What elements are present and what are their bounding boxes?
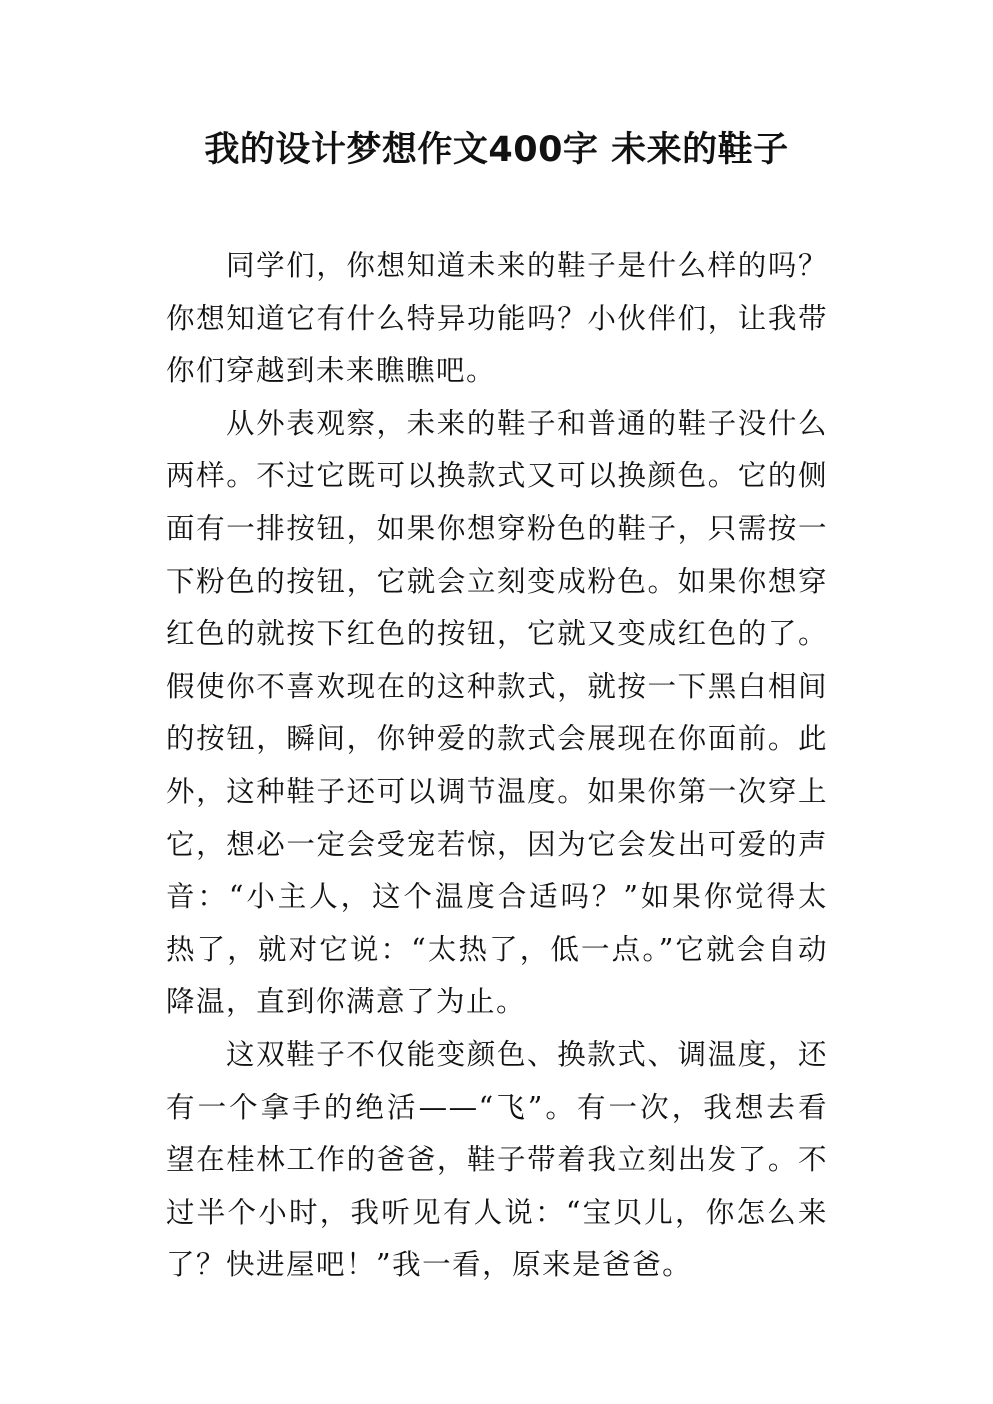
document-body [166,240,828,1292]
document-title: 我的设计梦想作文400字 未来的鞋子 [204,130,789,170]
paragraph-flying: 这双鞋子不仅能变颜色、换款式、调温度，还有一个拿手的绝活——“飞”。有一次，我想去看望在桂林工作的爸爸，鞋子带着我立刻出发了。不过半个小时，我听见有人说：“宝贝儿，你怎么来了？快进屋吧！”我一看，原来是爸爸。 [166,1037,828,1282]
paragraph-intro: 同学们，你想知道未来的鞋子是什么样的吗？你想知道它有什么特异功能吗？小伙伴们，让我带你们穿越到未来瞧瞧吧。 [166,249,828,388]
paragraph-appearance: 从外表观察，未来的鞋子和普通的鞋子没什么两样。不过它既可以换款式又可以换颜色。它的侧面有一排按钮，如果你想穿粉色的鞋子，只需按一下粉色的按钮，它就会立刻变成粉色。如果你想穿红色的就按下红色的按钮，它就又变成红色的了。假使你不喜欢现在的这种款式，就按一下黑白相间的按钮，瞬间，你钟爱的款式会展现在你面前。此外，这种鞋子还可以调节温度。如果你第一次穿上它，想必一定会受宠若惊，因为它会发出可爱的声音：“小主人，这个温度合适吗？”如果你觉得太热了，就对它说：“太热了，低一点。”它就会自动降温，直到你满意了为止。 [166,406,828,1019]
